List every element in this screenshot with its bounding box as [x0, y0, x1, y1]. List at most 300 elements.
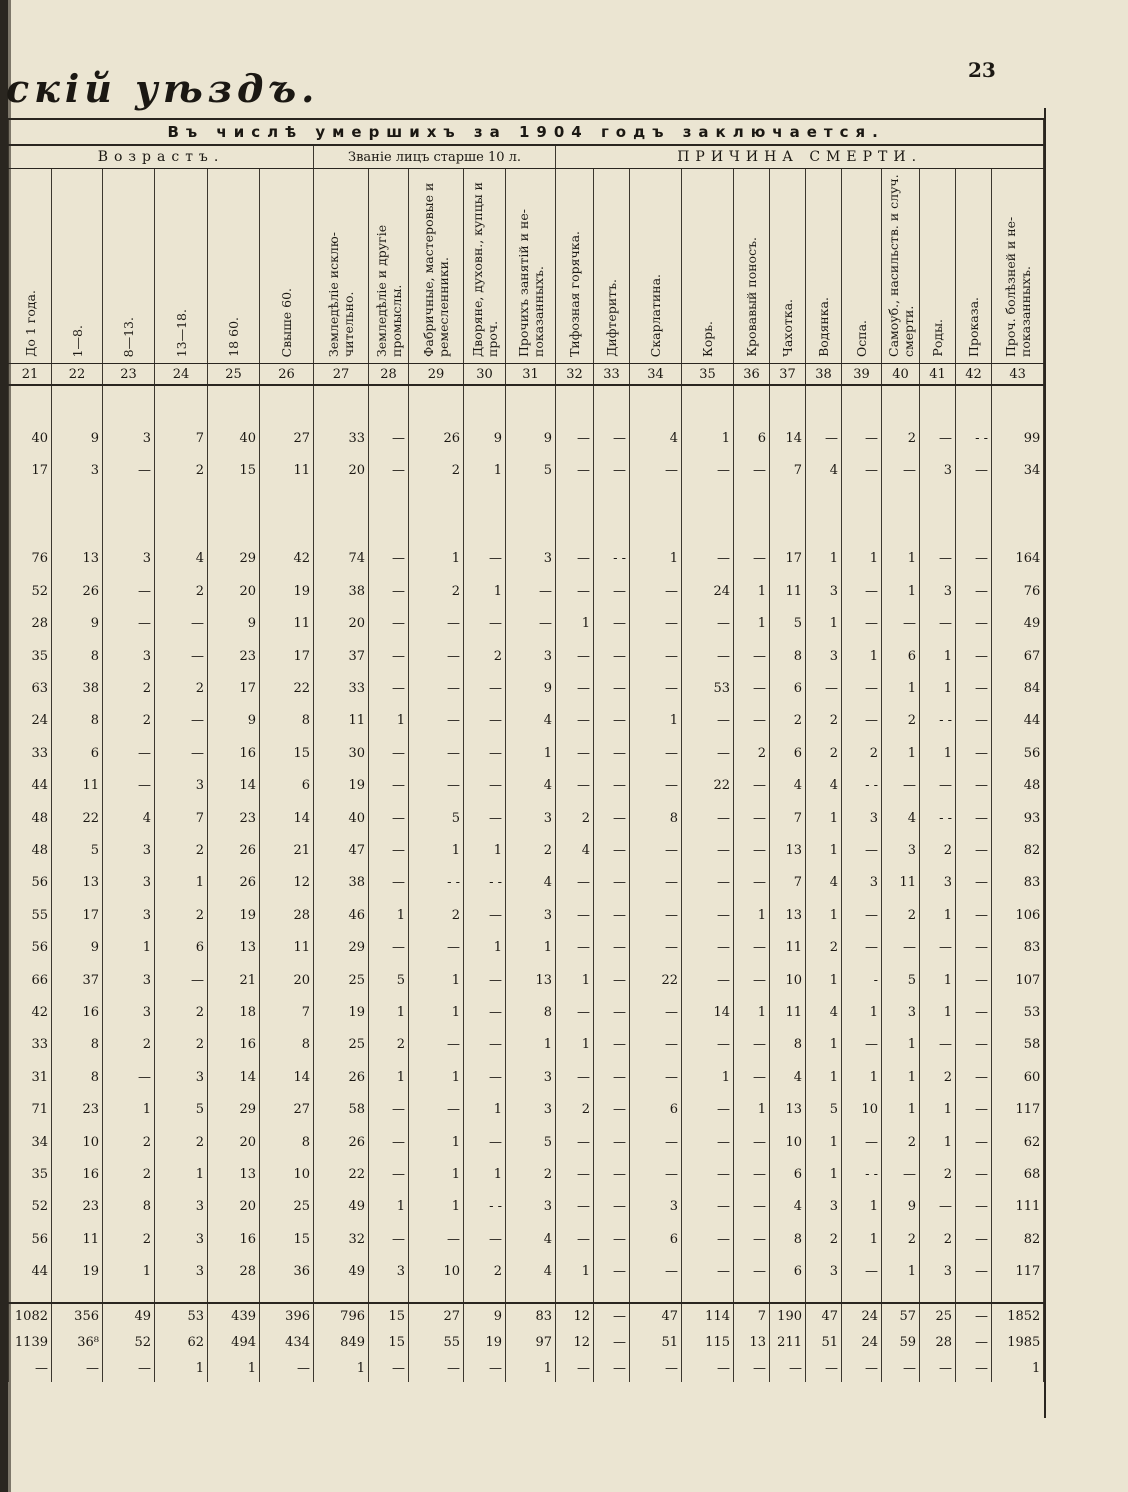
table-cell: 1	[409, 1061, 464, 1093]
table-cell: - -	[594, 543, 630, 575]
table-cell: —	[920, 1356, 956, 1382]
table-cell: —	[630, 834, 682, 866]
table-cell: 1	[806, 543, 842, 575]
table-cell: 7	[155, 802, 208, 834]
table-cell: 1	[409, 1191, 464, 1223]
table-cell: 1	[103, 1255, 155, 1287]
table-cell: —	[682, 1255, 734, 1287]
table-cell: —	[369, 640, 409, 672]
table-cell: 33	[9, 1029, 52, 1061]
table-cell: 20	[314, 608, 369, 640]
table-cell: —	[956, 1191, 992, 1223]
empty-cell	[208, 1288, 260, 1303]
table-cell: 20	[208, 1126, 260, 1158]
table-cell: —	[369, 834, 409, 866]
column-number: 40	[882, 364, 920, 386]
cause-group-header: ПРИЧИНА СМЕРТИ.	[556, 145, 1044, 169]
page-number: 23	[968, 58, 996, 82]
table-cell: —	[556, 1061, 594, 1093]
table-cell: 37	[52, 964, 103, 996]
column-label: Роды.	[930, 319, 945, 357]
table-cell: —	[682, 834, 734, 866]
table-cell: 12	[556, 1330, 594, 1356]
column-label-cell	[734, 169, 770, 364]
table-cell: —	[882, 1158, 920, 1190]
table-cell: 4	[770, 1061, 806, 1093]
empty-cell	[556, 487, 594, 543]
table-cell: —	[956, 1126, 992, 1158]
table-cell: 15	[369, 1330, 409, 1356]
table-cell: 3	[103, 964, 155, 996]
table-cell: 23	[208, 640, 260, 672]
table-cell: - -	[956, 422, 992, 454]
table-cell: 211	[770, 1330, 806, 1356]
table-cell: 37	[314, 640, 369, 672]
table-cell: —	[369, 802, 409, 834]
table-cell: —	[464, 899, 506, 931]
table-cell: —	[594, 1356, 630, 1382]
column-number: 29	[409, 364, 464, 386]
column-label-cell	[369, 169, 409, 364]
table-cell: —	[920, 770, 956, 802]
table-cell: —	[920, 543, 956, 575]
table-cell: —	[409, 770, 464, 802]
table-cell: —	[882, 1356, 920, 1382]
table-cell: 2	[103, 1126, 155, 1158]
table-cell: —	[734, 1191, 770, 1223]
table-cell: —	[734, 1223, 770, 1255]
table-cell: 2	[806, 931, 842, 963]
table-cell: 1	[464, 931, 506, 963]
table-cell: 14	[208, 770, 260, 802]
table-cell: —	[806, 1356, 842, 1382]
table-cell: 55	[9, 899, 52, 931]
column-label: Фабричные, мастеровые и ремесленники.	[421, 182, 451, 357]
table-cell: 83	[506, 1303, 556, 1330]
table-cell: 23	[208, 802, 260, 834]
column-number: 35	[682, 364, 734, 386]
table-row	[9, 543, 1044, 575]
table-cell: 11	[52, 770, 103, 802]
table-cell: 4	[882, 802, 920, 834]
table-cell: 1	[208, 1356, 260, 1382]
table-cell: —	[842, 899, 882, 931]
table-cell: —	[464, 964, 506, 996]
table-cell: 56	[992, 737, 1044, 769]
column-label-cell	[594, 169, 630, 364]
column-number: 26	[260, 364, 314, 386]
table-cell: —	[682, 1093, 734, 1125]
table-cell: 33	[314, 672, 369, 704]
table-cell: 1	[369, 705, 409, 737]
table-cell: —	[882, 454, 920, 486]
table-cell: 7	[770, 867, 806, 899]
table-cell: 14	[208, 1061, 260, 1093]
column-number: 22	[52, 364, 103, 386]
table-cell: —	[594, 1191, 630, 1223]
table-cell: 76	[992, 575, 1044, 607]
table-cell: —	[956, 1303, 992, 1330]
table-cell: —	[369, 1356, 409, 1382]
table-cell: 58	[314, 1093, 369, 1125]
empty-cell	[956, 487, 992, 543]
table-cell: 11	[770, 575, 806, 607]
table-cell: —	[734, 1061, 770, 1093]
table-cell: 2	[806, 1223, 842, 1255]
table-cell: 9	[52, 422, 103, 454]
table-cell: —	[556, 543, 594, 575]
table-cell: 11	[52, 1223, 103, 1255]
table-cell: —	[882, 770, 920, 802]
empty-cell	[369, 1288, 409, 1303]
table-cell: 1852	[992, 1303, 1044, 1330]
column-label-cell	[556, 169, 594, 364]
table-cell: —	[52, 1356, 103, 1382]
table-cell: 3	[506, 1191, 556, 1223]
empty-cell	[260, 385, 314, 422]
table-cell: 8	[770, 1223, 806, 1255]
table-cell: 48	[992, 770, 1044, 802]
table-cell: 38	[52, 672, 103, 704]
table-cell: 1	[506, 737, 556, 769]
table-cell: 4	[506, 867, 556, 899]
empty-cell	[882, 487, 920, 543]
table-cell: 1	[155, 867, 208, 899]
table-cell: —	[630, 996, 682, 1028]
column-label-cell	[314, 169, 369, 364]
table-cell: —	[682, 640, 734, 672]
table-cell: 3	[103, 867, 155, 899]
table-cell: 2	[103, 1029, 155, 1061]
table-cell: 1	[806, 1126, 842, 1158]
table-cell: 13	[770, 899, 806, 931]
table-cell: —	[734, 867, 770, 899]
table-cell: 2	[842, 737, 882, 769]
table-cell: 4	[806, 996, 842, 1028]
table-cell: —	[464, 1061, 506, 1093]
table-cell: —	[556, 1223, 594, 1255]
table-cell: 1	[556, 1255, 594, 1287]
column-label-cell	[920, 169, 956, 364]
table-cell: 1	[734, 996, 770, 1028]
table-tail-row	[9, 1288, 1044, 1303]
table-cell: —	[734, 640, 770, 672]
table-cell: 40	[9, 422, 52, 454]
table-cell: 22	[260, 672, 314, 704]
table-cell: 17	[260, 640, 314, 672]
table-cell: 7	[770, 454, 806, 486]
empty-cell	[770, 487, 806, 543]
empty-cell	[682, 487, 734, 543]
table-cell: 796	[314, 1303, 369, 1330]
table-cell: 13	[506, 964, 556, 996]
table-cell: 24	[682, 575, 734, 607]
table-cell: 1	[369, 1061, 409, 1093]
table-cell: —	[103, 737, 155, 769]
table-cell: 2	[806, 705, 842, 737]
table-cell: 23	[52, 1191, 103, 1223]
table-cell: 13	[734, 1330, 770, 1356]
column-label: Дифтеритъ.	[604, 279, 619, 357]
table-cell: —	[369, 1093, 409, 1125]
table-cell: 2	[882, 422, 920, 454]
table-cell: —	[630, 867, 682, 899]
table-cell: —	[594, 575, 630, 607]
column-label: 13—18.	[173, 308, 189, 357]
table-cell: 29	[314, 931, 369, 963]
table-cell: —	[630, 1126, 682, 1158]
table-cell: 2	[155, 1029, 208, 1061]
table-cell: 20	[260, 964, 314, 996]
table-cell: 10	[52, 1126, 103, 1158]
table-cell: 16	[208, 1223, 260, 1255]
table-cell: —	[369, 737, 409, 769]
table-cell: —	[594, 422, 630, 454]
table-cell: —	[806, 422, 842, 454]
table-cell: —	[630, 1356, 682, 1382]
table-cell: 8	[770, 640, 806, 672]
table-cell: —	[556, 899, 594, 931]
empty-cell	[464, 1288, 506, 1303]
table-cell: 42	[9, 996, 52, 1028]
table-cell: 8	[260, 1029, 314, 1061]
table-cell: 3	[842, 867, 882, 899]
table-cell: 52	[103, 1330, 155, 1356]
table-cell: —	[103, 770, 155, 802]
table-cell: —	[594, 931, 630, 963]
table-row	[9, 996, 1044, 1028]
table-cell: —	[682, 1356, 734, 1382]
table-cell: 1	[630, 705, 682, 737]
table-cell: —	[594, 802, 630, 834]
table-cell: 44	[9, 770, 52, 802]
table-cell: 1	[506, 931, 556, 963]
table-cell: 66	[9, 964, 52, 996]
empty-cell	[806, 385, 842, 422]
table-cell: 62	[992, 1126, 1044, 1158]
table-cell: 53	[992, 996, 1044, 1028]
table-cell: —	[920, 422, 956, 454]
table-cell: 28	[208, 1255, 260, 1287]
column-labels-row	[9, 169, 1044, 364]
table-spacer-row	[9, 385, 1044, 422]
table-cell: 22	[682, 770, 734, 802]
table-row	[9, 672, 1044, 704]
table-cell: —	[556, 1191, 594, 1223]
table-cell: 22	[52, 802, 103, 834]
table-cell: 1	[506, 1356, 556, 1382]
table-cell: —	[920, 931, 956, 963]
table-cell: 53	[682, 672, 734, 704]
table-cell: 1	[842, 1223, 882, 1255]
table-cell: 1	[806, 964, 842, 996]
table-cell: —	[630, 737, 682, 769]
table-cell: 1	[806, 1158, 842, 1190]
table-cell: 4	[806, 867, 842, 899]
column-label-cell	[806, 169, 842, 364]
empty-cell	[992, 1288, 1044, 1303]
table-cell: 7	[734, 1303, 770, 1330]
column-label-cell	[506, 169, 556, 364]
empty-cell	[594, 385, 630, 422]
table-cell: —	[155, 608, 208, 640]
table-cell: 1	[842, 543, 882, 575]
table-cell: -	[842, 964, 882, 996]
empty-cell	[314, 487, 369, 543]
table-cell: 2	[409, 899, 464, 931]
table-cell: - -	[464, 867, 506, 899]
table-cell: 2	[103, 672, 155, 704]
table-cell: 8	[52, 640, 103, 672]
table-cell: 49	[103, 1303, 155, 1330]
column-label-cell	[992, 169, 1044, 364]
table-cell: —	[369, 1223, 409, 1255]
table-cell: 44	[992, 705, 1044, 737]
empty-cell	[734, 385, 770, 422]
empty-cell	[770, 385, 806, 422]
table-cell: 29	[208, 1093, 260, 1125]
table-cell: 10	[770, 1126, 806, 1158]
table-cell: —	[956, 672, 992, 704]
table-cell: —	[842, 1029, 882, 1061]
table-cell: —	[369, 672, 409, 704]
table-cell: 1	[464, 1093, 506, 1125]
table-cell: 19	[314, 770, 369, 802]
column-number: 43	[992, 364, 1044, 386]
column-label-cell	[103, 169, 155, 364]
table-cell: 6	[260, 770, 314, 802]
table-cell: —	[594, 899, 630, 931]
table-cell: 1	[882, 1255, 920, 1287]
table-cell: 11	[770, 996, 806, 1028]
table-cell: 4	[556, 834, 594, 866]
empty-cell	[314, 385, 369, 422]
table-cell: 17	[9, 454, 52, 486]
table-cell: —	[594, 1158, 630, 1190]
table-cell: —	[409, 1223, 464, 1255]
table-cell: 36	[260, 1255, 314, 1287]
table-cell: 62	[155, 1330, 208, 1356]
table-cell: - -	[842, 1158, 882, 1190]
table-cell: —	[682, 802, 734, 834]
table-cell: 2	[155, 834, 208, 866]
table-cell: —	[369, 1126, 409, 1158]
table-cell: —	[556, 1356, 594, 1382]
table-cell: —	[369, 931, 409, 963]
table-cell: 1	[806, 899, 842, 931]
table-cell: —	[103, 608, 155, 640]
table-cell: 24	[9, 705, 52, 737]
column-label-cell	[630, 169, 682, 364]
table-cell: 27	[260, 422, 314, 454]
table-cell: 1	[155, 1356, 208, 1382]
empty-cell	[369, 385, 409, 422]
table-cell: —	[630, 931, 682, 963]
table-cell: 1	[409, 834, 464, 866]
table-cell: 7	[155, 422, 208, 454]
table-cell: 6	[630, 1223, 682, 1255]
table-cell: 1	[920, 964, 956, 996]
table-cell: 2	[734, 737, 770, 769]
table-cell: 2	[882, 1126, 920, 1158]
table-cell: —	[594, 1029, 630, 1061]
table-cell: 21	[260, 834, 314, 866]
table-cell: —	[956, 1093, 992, 1125]
empty-cell	[409, 487, 464, 543]
totals-row	[9, 1330, 1044, 1356]
table-cell: —	[630, 575, 682, 607]
table-cell: —	[594, 1061, 630, 1093]
table-cell: —	[682, 1158, 734, 1190]
table-cell: —	[956, 1223, 992, 1255]
empty-cell	[682, 1288, 734, 1303]
table-cell: 14	[770, 422, 806, 454]
table-cell: - -	[464, 1191, 506, 1223]
table-cell: —	[155, 705, 208, 737]
table-cell: 3	[920, 454, 956, 486]
table-cell: 17	[208, 672, 260, 704]
status-group-header: Званіе лицъ старше 10 л.	[314, 145, 556, 169]
table-cell: 18	[208, 996, 260, 1028]
table-cell: 19	[260, 575, 314, 607]
table-cell: 190	[770, 1303, 806, 1330]
table-cell: 4	[806, 770, 842, 802]
table-cell: 1	[103, 1093, 155, 1125]
table-cell: 2	[556, 802, 594, 834]
table-cell: 47	[630, 1303, 682, 1330]
column-number: 38	[806, 364, 842, 386]
empty-cell	[882, 1288, 920, 1303]
empty-cell	[464, 385, 506, 422]
table-cell: 2	[806, 737, 842, 769]
table-cell: —	[556, 867, 594, 899]
table-row	[9, 1191, 1044, 1223]
table-row	[9, 931, 1044, 963]
table-cell: —	[734, 964, 770, 996]
table-cell: 12	[260, 867, 314, 899]
table-cell: 11	[882, 867, 920, 899]
table-cell: 164	[992, 543, 1044, 575]
table-cell: 106	[992, 899, 1044, 931]
table-cell: 83	[992, 931, 1044, 963]
empty-cell	[208, 487, 260, 543]
table-cell: 2	[409, 454, 464, 486]
table-cell: 107	[992, 964, 1044, 996]
table-cell: 1	[409, 964, 464, 996]
table-cell: 52	[9, 1191, 52, 1223]
table-cell: 3	[806, 640, 842, 672]
table-cell: 9	[464, 1303, 506, 1330]
table-cell: —	[594, 705, 630, 737]
empty-cell	[52, 1288, 103, 1303]
table-cell: —	[734, 1126, 770, 1158]
table-cell: —	[630, 770, 682, 802]
table-cell: —	[630, 640, 682, 672]
table-cell: 1	[882, 737, 920, 769]
empty-cell	[842, 385, 882, 422]
table-cell: —	[920, 1191, 956, 1223]
empty-cell	[842, 1288, 882, 1303]
table-cell: 82	[992, 834, 1044, 866]
table-cell: 3	[920, 1255, 956, 1287]
table-cell: 2	[409, 575, 464, 607]
table-cell: 3	[882, 834, 920, 866]
table-cell: 47	[806, 1303, 842, 1330]
table-cell: - -	[409, 867, 464, 899]
totals-row	[9, 1356, 1044, 1382]
column-label: 8—13.	[121, 316, 136, 357]
column-label: До 1 года.	[22, 290, 38, 357]
